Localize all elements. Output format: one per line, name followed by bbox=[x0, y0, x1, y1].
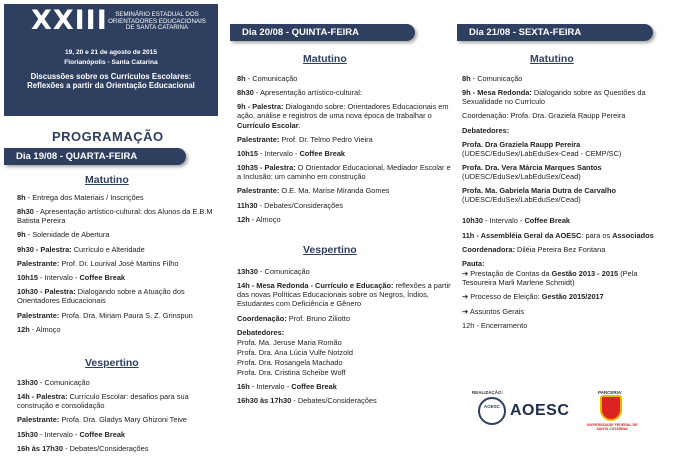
schedule-item bbox=[237, 102, 453, 129]
debatedores-title: Debatedores: bbox=[237, 327, 285, 337]
programacao-title: PROGRAMAÇÃO bbox=[52, 129, 164, 144]
schedule-text: - Comunicação bbox=[257, 267, 310, 276]
schedule-time: 9h - Palestra: bbox=[237, 102, 284, 112]
debatedor-affiliation: (UDESC/EduSex/LabEduSex-Cead - CEMP/SC) bbox=[462, 148, 622, 158]
schedule-item bbox=[462, 74, 672, 83]
schedule-time: 9h - Mesa Redonda: bbox=[462, 88, 532, 98]
debatedor-name: Profa. Dra. Cristina Scheibe Woff bbox=[237, 367, 346, 377]
day1-vespertino-list bbox=[17, 378, 222, 458]
schedule-time: 10h30 - Palestra: bbox=[17, 287, 76, 297]
schedule-item bbox=[237, 163, 453, 181]
schedule-item bbox=[17, 273, 215, 282]
schedule-text: - Almoço bbox=[249, 214, 281, 224]
schedule-text: - Entrega dos Materiais / Inscrições bbox=[25, 193, 144, 202]
schedule-text: - Intervalo - bbox=[249, 382, 292, 392]
schedule-time: 13h30 bbox=[237, 267, 258, 276]
schedule-time: 11h - Assembléia Geral da AOESC bbox=[462, 230, 582, 240]
debatedor-name: Profa. Ma. Jeruse Maria Romão bbox=[237, 337, 342, 347]
schedule-time: 16h às 17h30 bbox=[17, 443, 64, 453]
schedule-text: Prof. Dr. Telmo Pedro Vieira bbox=[279, 134, 373, 144]
debatedor-name: Profa. Dra. Rosangela Machado bbox=[237, 357, 343, 367]
schedule-item bbox=[237, 396, 453, 405]
schedule-item bbox=[237, 88, 453, 97]
schedule-item bbox=[17, 392, 222, 410]
debatedores-title: Debatedores: bbox=[462, 125, 510, 135]
schedule-text: Diléia Pereira Bez Fontana bbox=[514, 244, 606, 254]
debatedor bbox=[462, 163, 672, 181]
schedule-time: 9h bbox=[17, 230, 26, 240]
schedule-highlight: Coffee Break bbox=[299, 148, 346, 158]
realizacao-label: REALIZAÇÃO: bbox=[472, 390, 503, 395]
schedule-item bbox=[17, 325, 215, 334]
schedule-item bbox=[17, 311, 215, 320]
pauta-item bbox=[462, 269, 672, 287]
edition-number: XXIII bbox=[31, 5, 108, 36]
schedule-time: 10h35 - Palestra: bbox=[237, 163, 296, 173]
schedule-time: Coordenadora: bbox=[462, 244, 515, 254]
encerramento: 12h - Encerramento bbox=[462, 320, 528, 330]
event-city: Florianópolis - Santa Catarina bbox=[64, 59, 158, 66]
sponsor-logos bbox=[470, 390, 670, 445]
schedule-time: 8h bbox=[17, 193, 26, 202]
aoesc-logo-icon bbox=[478, 397, 506, 425]
day1-matutino-title: Matutino bbox=[85, 174, 129, 186]
schedule-item bbox=[17, 259, 215, 268]
schedule-text: Dialogando sobre as Questões da Sexualidade no Currículo bbox=[462, 88, 646, 107]
schedule-highlight: Coffee Break bbox=[79, 273, 126, 283]
schedule-item bbox=[17, 230, 215, 239]
schedule-text: Dialogando sobre: Orientadores Educacionais em ação, análise e registros de uma nova época de trabalhar o bbox=[237, 102, 449, 121]
day3-matutino-title: Matutino bbox=[530, 53, 574, 65]
schedule-time: 10h30 bbox=[462, 216, 483, 226]
schedule-text: O Orientador Educacional, Mediador Escolar e a Inclusão: um caminho em construção bbox=[237, 163, 451, 182]
schedule-highlight: Coffee Break bbox=[291, 382, 337, 392]
schedule-time: 10h15 bbox=[17, 273, 38, 283]
schedule-item bbox=[17, 430, 222, 439]
event-dates: 19, 20 e 21 de agosto de 2015 bbox=[65, 49, 157, 56]
schedule-time: 12h bbox=[237, 214, 250, 224]
schedule-time: 14h - Palestra: bbox=[17, 392, 68, 402]
event-theme bbox=[12, 72, 210, 91]
schedule-time: 16h bbox=[237, 382, 250, 392]
day2-vespertino-list bbox=[237, 267, 453, 411]
schedule-time: 11h30 bbox=[237, 200, 258, 210]
schedule-item bbox=[17, 245, 215, 254]
debatedor-affiliation: (UDESC/EduSex/LabEduSex/Cead) bbox=[462, 195, 581, 205]
schedule-text: - Solenidade de Abertura bbox=[25, 230, 110, 240]
ufsc-name: UNIVERSIDADE FEDERAL DE SANTA CATARINA bbox=[586, 423, 638, 431]
schedule-time: 10h15 bbox=[237, 148, 258, 158]
schedule-item bbox=[17, 193, 215, 202]
schedule-time: Palestrante: bbox=[237, 134, 280, 144]
schedule-item bbox=[17, 287, 215, 305]
schedule-highlight: Associados bbox=[612, 230, 654, 240]
schedule-item bbox=[237, 281, 453, 308]
seminar-name: SEMINÁRIO ESTADUAL DOS ORIENTADORES EDUCACIONAIS DE SANTA CATARINA bbox=[108, 11, 206, 31]
schedule-time: Palestrante: bbox=[237, 186, 280, 196]
schedule-item bbox=[17, 207, 215, 225]
day2-matutino-title: Matutino bbox=[303, 53, 347, 65]
day-20-bar: Dia 20/08 - QUINTA-FEIRA bbox=[230, 24, 415, 41]
arrow-right-icon: ➔ bbox=[462, 269, 471, 279]
schedule-text: Prof. Dr. Lourival José Martins Filho bbox=[59, 258, 179, 268]
schedule-text: Profa. Dra. Gladys Mary Ghizoni Teive bbox=[59, 415, 187, 425]
day3-matutino-list bbox=[462, 74, 672, 335]
day2-matutino-list bbox=[237, 74, 453, 229]
schedule-text: - Intervalo - bbox=[257, 148, 300, 158]
schedule-highlight: Coffee Break bbox=[524, 216, 571, 226]
schedule-text: - Apresentação artístico-cultural: bbox=[253, 88, 362, 98]
schedule-text: - Comunicação bbox=[37, 378, 90, 387]
schedule-item bbox=[462, 216, 672, 225]
debatedor bbox=[462, 186, 672, 204]
day-19-bar: Dia 19/08 - QUARTA-FEIRA bbox=[4, 148, 186, 165]
debatedor-name: Profa. Ma. Gabriela Maria Dutra de Carvalho bbox=[462, 186, 617, 196]
schedule-text: - Intervalo - bbox=[482, 216, 525, 226]
debatedor-affiliation: (UDESC/EduSex/LabEduSex/Cead) bbox=[462, 172, 581, 182]
schedule-item bbox=[237, 382, 453, 391]
schedule-text: - Comunicação bbox=[470, 74, 523, 83]
pauta-highlight: Gestão 2015/2017 bbox=[541, 292, 604, 302]
schedule-item bbox=[237, 314, 453, 323]
schedule-time: 8h30 bbox=[17, 207, 34, 217]
arrow-right-icon: ➔ bbox=[462, 306, 470, 316]
schedule-text: reflexões a partir das novas Políticas Educacionais sobre os Negros, Índios, Estudantes com Deficiência e Gênero bbox=[237, 281, 451, 309]
schedule-time: Palestrante: bbox=[17, 310, 60, 320]
schedule-text: : para os bbox=[581, 230, 613, 240]
schedule-time: 15h30 bbox=[17, 429, 38, 439]
debatedor-name: Profa. Dra. Ana Lúcia Vulfe Notzold bbox=[237, 347, 353, 357]
schedule-highlight: Currículo Escolar bbox=[237, 120, 299, 130]
schedule-text: O.E. Ma. Marise Miranda Gomes bbox=[279, 186, 390, 196]
schedule-item bbox=[237, 267, 453, 276]
schedule-item bbox=[462, 231, 672, 240]
schedule-time: 14h - Mesa Redonda - Currículo e Educação: bbox=[237, 281, 394, 291]
pauta-highlight: Gestão 2013 - 2015 bbox=[551, 269, 619, 279]
pauta-text: Assuntos Gerais bbox=[469, 306, 525, 316]
debatedor bbox=[462, 140, 672, 158]
event-header bbox=[4, 4, 218, 116]
schedule-time: Palestrante: bbox=[17, 415, 60, 425]
schedule-text: Prof. Bruno Ziliotto bbox=[286, 313, 350, 323]
debatedor-name: Profa. Dra Graziela Raupp Pereira bbox=[462, 139, 581, 149]
pauta-text: Prestação de Contas da bbox=[470, 269, 552, 279]
schedule-item bbox=[462, 245, 672, 254]
schedule-time: 8h30 bbox=[237, 88, 254, 98]
schedule-text: - Debates/Considerações bbox=[291, 396, 377, 406]
debatedor-name: Profa. Dra. Vera Márcia Marques Santos bbox=[462, 163, 602, 173]
schedule-item bbox=[237, 135, 453, 144]
day2-vespertino-title: Vespertino bbox=[303, 244, 357, 256]
pauta-text: Processo de Eleição: bbox=[470, 292, 542, 302]
schedule-item bbox=[17, 415, 222, 424]
schedule-time: 16h30 às 17h30 bbox=[237, 396, 292, 406]
schedule-item bbox=[237, 215, 453, 224]
schedule-item bbox=[462, 111, 672, 120]
arrow-right-icon: ➔ bbox=[462, 292, 471, 302]
schedule-text: - Apresentação artístico-cultural: dos Alunos da E.B.M Batista Pereira bbox=[17, 207, 213, 226]
schedule-text: - Almoço bbox=[29, 324, 61, 334]
schedule-text: Currículo e Alteridade bbox=[71, 244, 145, 254]
schedule-time: Palestrante: bbox=[17, 258, 60, 268]
parceria-label: PARCERIA: bbox=[598, 390, 623, 395]
schedule-time: 8h bbox=[462, 74, 471, 83]
schedule-item bbox=[237, 149, 453, 158]
schedule-text: - Debates/Considerações bbox=[63, 443, 149, 453]
schedule-text: - Debates/Considerações bbox=[257, 200, 344, 210]
schedule-time: 13h30 bbox=[17, 378, 38, 387]
pauta-item bbox=[462, 307, 672, 316]
schedule-item bbox=[17, 444, 222, 453]
schedule-text: . bbox=[298, 120, 301, 130]
schedule-item bbox=[462, 88, 672, 106]
day1-vespertino-title: Vespertino bbox=[85, 357, 139, 369]
ufsc-shield-icon bbox=[600, 395, 622, 421]
schedule-highlight: Coffee Break bbox=[79, 429, 126, 439]
schedule-text: - Intervalo - bbox=[37, 273, 80, 283]
schedule-text: Profa. Dra. Miriam Paura S. Z. Grinspun bbox=[59, 310, 193, 320]
day-21-bar: Dia 21/08 - SEXTA-FEIRA bbox=[457, 24, 653, 41]
pauta-item bbox=[462, 292, 672, 301]
schedule-text: - Comunicação bbox=[245, 74, 298, 83]
schedule-item bbox=[237, 74, 453, 83]
schedule-item bbox=[17, 378, 222, 387]
schedule-time: Coordenação: bbox=[237, 313, 287, 323]
schedule-time: 12h bbox=[17, 324, 30, 334]
schedule-text: Currículo Escolar: desafios para sua construção e consolidação bbox=[17, 392, 189, 411]
pauta-text: (Pela Tesoureira Marli Marlene Schmidt) bbox=[462, 269, 638, 288]
theme-line-1: Discussões sobre os Currículos Escolares: bbox=[30, 72, 192, 81]
schedule-time: 9h30 - Palestra: bbox=[17, 244, 72, 254]
aoesc-seal-text: AOESC bbox=[483, 404, 500, 409]
theme-line-2: Reflexões a partir da Orientação Educacional bbox=[27, 81, 195, 91]
schedule-item bbox=[237, 201, 453, 210]
schedule-time: 8h bbox=[237, 74, 246, 83]
schedule-text: Dialogando sobre a Atuação dos Orientadores Educacionais bbox=[17, 287, 185, 306]
pauta-title: Pauta: bbox=[462, 259, 485, 269]
day1-matutino-list bbox=[17, 193, 215, 339]
schedule-text: Coordenação: Profa. Dra. Graziela Raupp Pereira bbox=[462, 111, 626, 121]
schedule-text: - Intervalo - bbox=[37, 429, 80, 439]
aoesc-logo-text: AOESC bbox=[510, 402, 570, 419]
schedule-item bbox=[237, 186, 453, 195]
